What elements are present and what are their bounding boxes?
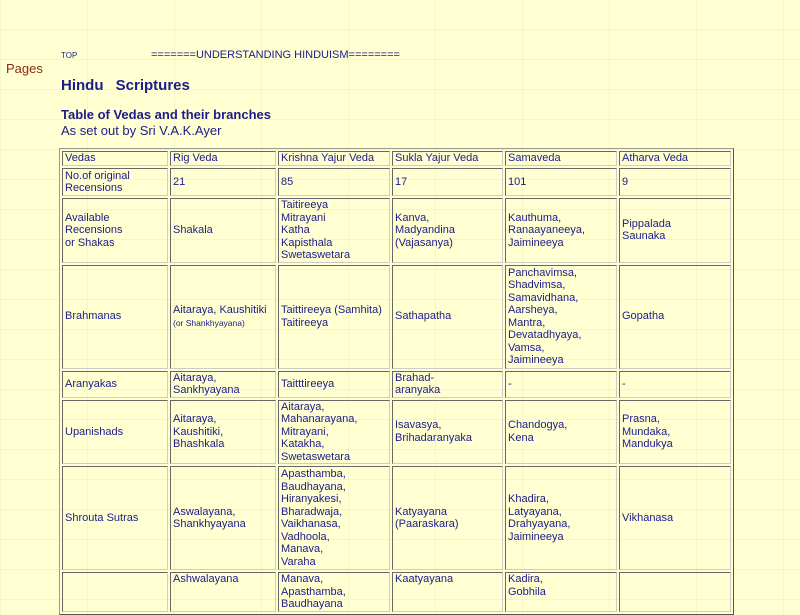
cell-text: Available Recensions or Shakas xyxy=(65,211,123,249)
table-cell xyxy=(278,466,390,570)
cell-text: Katyayana (Paaraskara) xyxy=(395,505,459,530)
cell-text: Khadira, Latyayana, Drahyayana, Jaimineeya xyxy=(508,493,571,543)
table-cell xyxy=(278,572,390,612)
row-label xyxy=(62,572,168,612)
cell-text: Aitaraya, Sankhyayana xyxy=(173,371,240,396)
cell-text: - xyxy=(508,377,512,390)
cell-text: 101 xyxy=(508,175,527,188)
pages-link[interactable]: Pages xyxy=(6,61,43,76)
cell-text: 21 xyxy=(173,175,186,188)
table-cell xyxy=(619,168,731,196)
table-cell xyxy=(392,151,503,166)
table-cell xyxy=(170,265,276,369)
vedas-table xyxy=(59,148,734,615)
cell-text: Gopatha xyxy=(622,310,665,323)
cell-text: Manava, Apasthamba, Baudhayana xyxy=(281,573,346,610)
table-cell xyxy=(619,151,731,166)
table-cell xyxy=(619,198,731,263)
table-cell xyxy=(505,198,617,263)
table-cell xyxy=(170,168,276,196)
table-cell xyxy=(505,466,617,570)
cell-text: Aitaraya, Kaushitiki xyxy=(173,304,267,316)
table-row-header xyxy=(62,151,731,166)
table-cell xyxy=(392,168,503,196)
table-heading: Table of Vedas and their branches xyxy=(61,107,271,122)
cell-text: Rig Veda xyxy=(173,152,218,165)
table-cell xyxy=(278,400,390,465)
row-label xyxy=(62,371,168,398)
table-cell xyxy=(170,466,276,570)
table-cell xyxy=(392,400,503,465)
table-cell xyxy=(278,151,390,166)
cell-text: Sathapatha xyxy=(395,310,452,323)
table-cell xyxy=(170,400,276,465)
table-cell xyxy=(278,198,390,263)
table-row-next xyxy=(62,572,731,612)
row-label xyxy=(62,265,168,369)
table-cell xyxy=(619,466,731,570)
table-cell xyxy=(170,198,276,263)
table-cell xyxy=(278,265,390,369)
table-source: As set out by Sri V.A.K.Ayer xyxy=(61,123,222,138)
cell-text: Aranyakas xyxy=(65,377,117,390)
page-title: Hindu Scriptures xyxy=(61,77,190,94)
cell-text: Aitaraya, Kaushitiki, Bhashkala xyxy=(173,413,225,450)
table-row-aranyakas xyxy=(62,371,731,398)
cell-text: Vedas xyxy=(65,152,96,165)
cell-text: Upanishads xyxy=(65,425,124,438)
table-row-recensions xyxy=(62,168,731,196)
cell-text: Chandogya, Kena xyxy=(508,419,568,444)
table-cell xyxy=(170,371,276,398)
cell-text: Kauthuma, Ranaayaneeya, Jaimineeya xyxy=(508,211,586,249)
cell-text: Taitireeya Mitrayani Katha Kapisthala Swetaswetara xyxy=(281,199,351,261)
cell-text: Brahmanas xyxy=(65,310,122,323)
table-cell xyxy=(392,572,503,612)
table-cell xyxy=(505,151,617,166)
top-link[interactable]: TOP xyxy=(61,51,78,60)
table-cell xyxy=(619,371,731,398)
cell-text: Kaatyayana xyxy=(395,573,454,585)
cell-text: Vikhanasa xyxy=(622,511,674,524)
cell-note: (or Shankhyayana) xyxy=(173,317,245,328)
site-banner: =======UNDERSTANDING HINDUISM======== xyxy=(151,49,400,61)
table-cell xyxy=(278,168,390,196)
table-cell xyxy=(619,400,731,465)
table-cell xyxy=(505,265,617,369)
cell-text: Taittireeya (Samhita) Taitireeya xyxy=(281,304,382,329)
cell-text: Prasna, Mundaka, Mandukya xyxy=(622,413,673,450)
row-label xyxy=(62,198,168,263)
row-label xyxy=(62,168,168,196)
cell-text: - xyxy=(622,377,626,390)
row-label xyxy=(62,151,168,166)
cell-text: Aitaraya, Mahanarayana, Mitrayani, Katakha, Swetaswetara xyxy=(281,400,358,463)
table-cell xyxy=(619,265,731,369)
cell-text: Shakala xyxy=(173,224,213,236)
row-label xyxy=(62,400,168,465)
table-row-shakas xyxy=(62,198,731,263)
cell-text: Ashwalayana xyxy=(173,573,239,585)
table-row-brahmanas xyxy=(62,265,731,369)
table-cell xyxy=(392,466,503,570)
table-cell xyxy=(170,572,276,612)
cell-text: Aswalayana, Shankhyayana xyxy=(173,505,246,530)
table-cell xyxy=(392,265,503,369)
table-cell xyxy=(392,371,503,398)
cell-text: 85 xyxy=(281,175,294,188)
cell-text: Sukla Yajur Veda xyxy=(395,152,479,165)
cell-text: Apasthamba, Baudhayana, Hiranyakesi, Bharadwaja, Vaikhanasa, Vadhoola, Manava, Varaha xyxy=(281,468,346,568)
table-row-upanishads xyxy=(62,400,731,465)
cell-text: Brahad- aranyaka xyxy=(395,371,441,396)
cell-text: 17 xyxy=(395,175,408,188)
table-cell xyxy=(278,371,390,398)
table-cell xyxy=(505,572,617,612)
cell-text: 9 xyxy=(622,175,629,188)
cell-text: Isavasya, Brihadaranyaka xyxy=(395,419,473,444)
cell-text: Panchavimsa, Shadvimsa, Samavidhana, Aarsheya, Mantra, Devatadhyaya, Vamsa, Jaimineeya xyxy=(508,266,582,366)
cell-text: Samaveda xyxy=(508,152,561,165)
table-cell xyxy=(170,151,276,166)
table-cell xyxy=(505,400,617,465)
cell-text: Pippalada Saunaka xyxy=(622,217,671,243)
table-cell xyxy=(619,572,731,612)
cell-text: Krishna Yajur Veda xyxy=(281,152,375,165)
cell-text: Atharva Veda xyxy=(622,152,689,165)
table-cell xyxy=(505,371,617,398)
row-label xyxy=(62,466,168,570)
table-row-shrouta-sutras xyxy=(62,466,731,570)
cell-text: No.of original Recensions xyxy=(65,169,130,194)
cell-text: Kanva, Madyandina (Vajasanya) xyxy=(395,211,455,249)
cell-text: Kadira, Gobhila xyxy=(508,573,546,598)
table-cell xyxy=(392,198,503,263)
cell-text: Taitttireeya xyxy=(281,377,335,390)
table-cell xyxy=(505,168,617,196)
cell-text: Shrouta Sutras xyxy=(65,511,139,524)
